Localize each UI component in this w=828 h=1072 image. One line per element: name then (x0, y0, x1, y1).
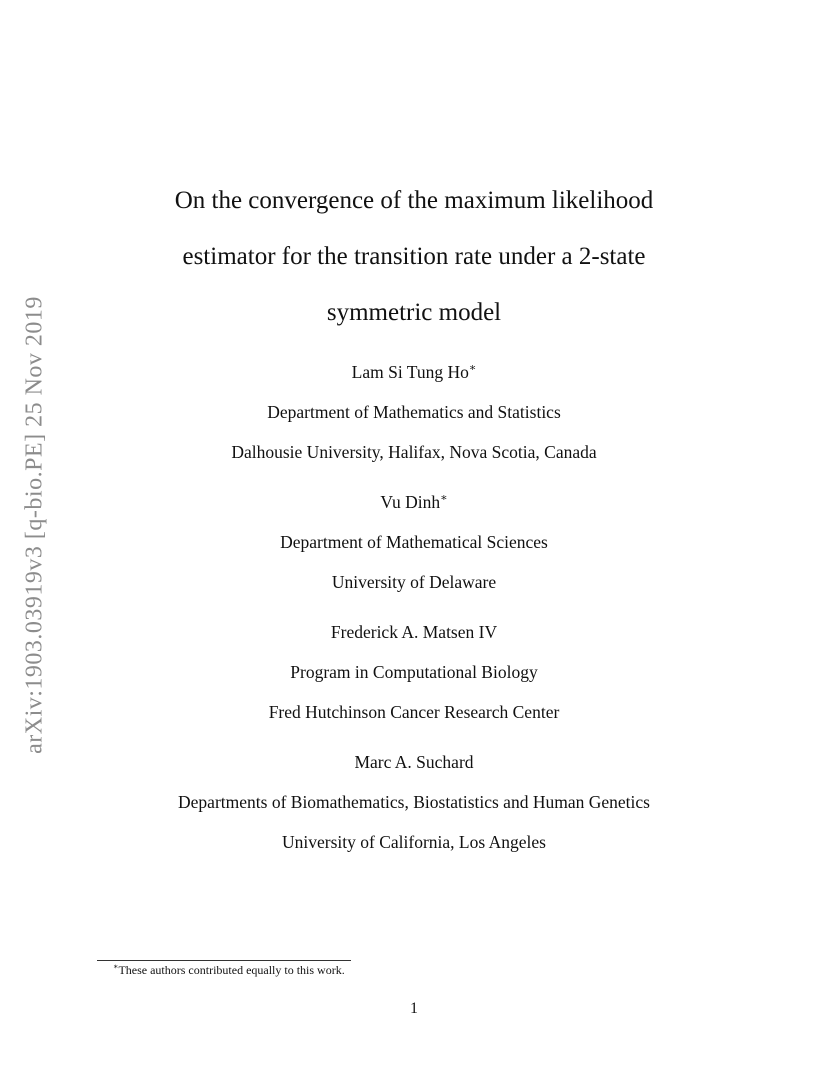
author-name-1 (0, 361, 828, 383)
author-3-department: Program in Computational Biology (290, 662, 538, 682)
footnote-mark: ∗ (113, 962, 119, 971)
author-1-department: Department of Mathematics and Statistics (267, 402, 561, 422)
author-name-2-text: Vu Dinh (380, 492, 441, 512)
title-line-2: estimator for the transition rate under a 2-state (182, 243, 646, 270)
paper-title (0, 173, 828, 341)
author-2-institution: University of Delaware (331, 572, 497, 592)
author-1-institution: Dalhousie University, Halifax, Nova Scotia, Canada (231, 442, 597, 462)
footnote-text: These authors contributed equally to this work. (118, 963, 345, 977)
author-4-institution: University of California, Los Angeles (282, 832, 546, 852)
author-name-4: Marc A. Suchard (354, 752, 474, 772)
author-2-footnote-mark: ∗ (440, 492, 448, 504)
page-number: 1 (410, 1000, 418, 1017)
arxiv-identifier-stamp: arXiv:1903.03919v3 [q-bio.PE] 25 Nov 2019 (21, 296, 48, 754)
title-line-3: symmetric model (326, 299, 502, 326)
footnote (113, 962, 345, 978)
author-name-3: Frederick A. Matsen IV (330, 622, 498, 642)
author-1-footnote-mark: ∗ (468, 362, 477, 374)
footnote-divider (97, 960, 351, 961)
author-3-institution: Fred Hutchinson Cancer Research Center (268, 702, 560, 722)
author-4-department: Departments of Biomathematics, Biostatistics and Human Genetics (178, 792, 650, 812)
title-line-1: On the convergence of the maximum likelihood (174, 187, 654, 214)
author-name-1-text: Lam Si Tung Ho (351, 362, 469, 382)
author-name-2 (0, 491, 828, 513)
author-2-department: Department of Mathematical Sciences (280, 532, 548, 552)
